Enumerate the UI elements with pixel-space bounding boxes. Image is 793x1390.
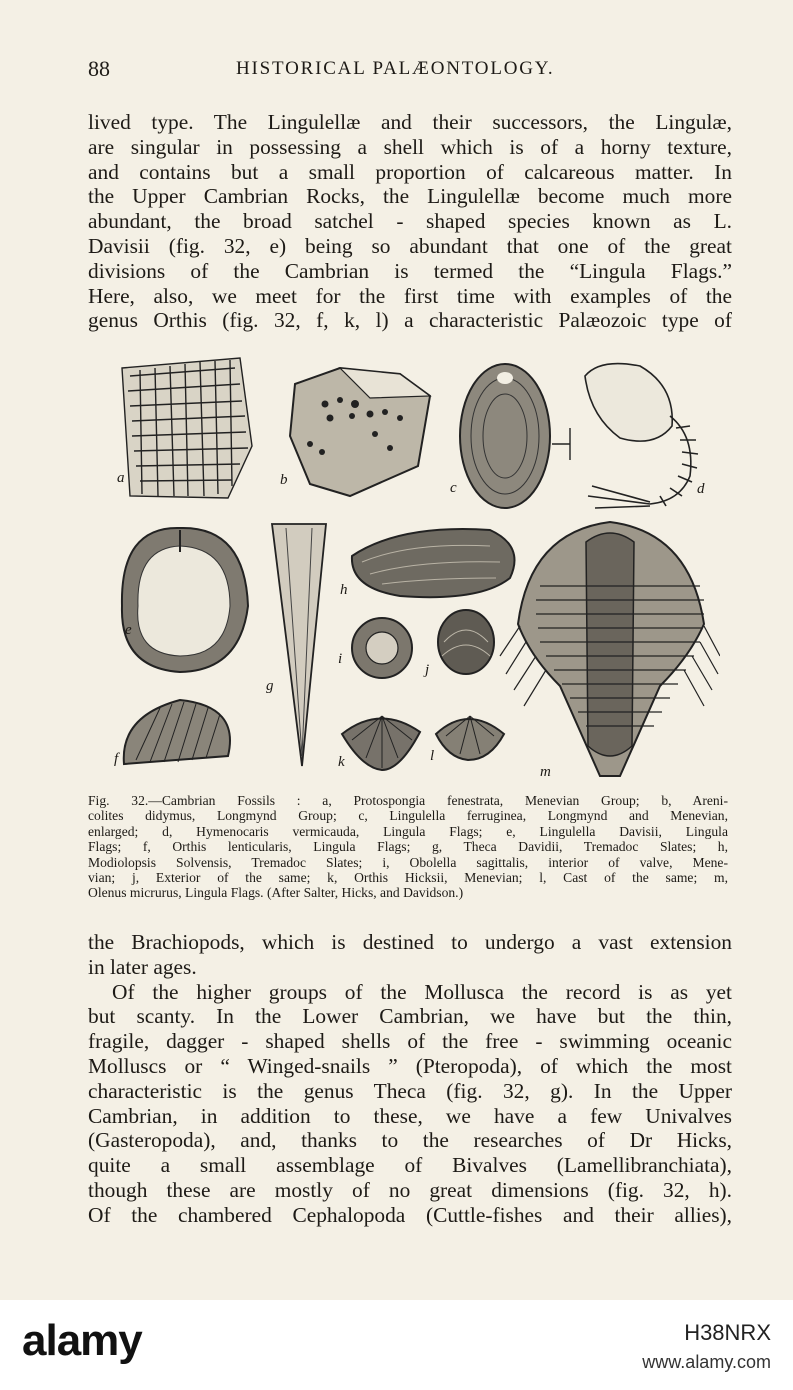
text-line: fragile, dagger - shaped shells of the free - swimming oceanic: [88, 1029, 732, 1054]
fossil-g-theca: [272, 524, 326, 766]
text-line: quite a small assemblage of Bivalves (Lamellibranchiata),: [88, 1153, 732, 1178]
figure-caption: [88, 793, 728, 901]
figure-label-e: e: [125, 622, 132, 638]
text-line: though these are mostly of no great dimensions (fig. 32, h).: [88, 1177, 732, 1202]
figure-label-g: g: [266, 678, 274, 694]
fossil-f-orthis: [124, 700, 230, 764]
page-header: [88, 56, 732, 86]
text-line: characteristic is the genus Theca (fig. 32, g). In the Upper: [88, 1078, 732, 1103]
fossil-k-orthis-hicksii: [342, 716, 420, 770]
alamy-logo: alamy: [22, 1316, 142, 1365]
figure-label-h: h: [340, 582, 348, 598]
figure-label-k: k: [338, 754, 345, 770]
text-line: Cambrian, in addition to these, we have a few Univalves: [88, 1103, 732, 1128]
text-line: the Upper Cambrian Rocks, the Lingulellæ become much more: [88, 184, 732, 209]
site-url: www.alamy.com: [642, 1352, 771, 1372]
text-line: genus Orthis (fig. 32, f, k, l) a characteristic Palæozoic type of: [88, 308, 732, 333]
text-line: lived type. The Lingulellæ and their successors, the Lingulæ,: [88, 110, 732, 134]
text-line: divisions of the Cambrian is termed the “Lingula Flags.”: [88, 258, 732, 283]
caption-line: colites didymus, Longmynd Group; c, Lingulella ferruginea, Longmynd and Menevian,: [88, 808, 728, 824]
text-line: but scanty. In the Lower Cambrian, we have but the thin,: [88, 1004, 732, 1029]
paragraph-1: [88, 110, 732, 333]
watermark-footer: [0, 1300, 793, 1390]
fossil-d-hymenocaris: [585, 364, 698, 508]
fossil-l-cast: [436, 716, 504, 760]
fossil-a-sponge: [122, 358, 252, 498]
image-id: H38NRX: [684, 1320, 771, 1345]
caption-line: Flags; f, Orthis lenticularis, Lingula Flags; g, Theca Davidii, Tremadoc Slates; h,: [88, 839, 728, 855]
text-line: (Gasteropoda), and, thanks to the researches of Dr Hicks,: [88, 1128, 732, 1153]
figure-label-d: d: [697, 481, 705, 497]
figure-label-i: i: [338, 651, 343, 667]
caption-line: Fig. 32.—Cambrian Fossils : a, Protospongia fenestrata, Menevian Group; b, Areni-: [88, 793, 728, 808]
figure-label-m: m: [540, 764, 551, 780]
text-line: are singular in possessing a shell which is of a horny texture,: [88, 134, 732, 159]
text-line: Of the chambered Cephalopoda (Cuttle-fishes and their allies),: [88, 1202, 732, 1227]
figure-label-b: b: [280, 472, 288, 488]
text-line: Davisii (fig. 32, e) being so abundant that one of the great: [88, 233, 732, 258]
text-line: Molluscs or “ Winged-snails ” (Pteropoda), of which the most: [88, 1053, 732, 1078]
fossil-h-modiolopsis: [352, 529, 515, 597]
figure-label-a: a: [117, 470, 125, 486]
fossil-figure: [100, 356, 720, 786]
text-line: Of the higher groups of the Mollusca the record is as yet: [112, 979, 732, 1004]
page-number: 88: [88, 56, 110, 81]
text-line: Here, also, we meet for the first time with examples of the: [88, 283, 732, 308]
fossil-m-trilobite: [500, 522, 720, 776]
caption-line: vian; j, Exterior of the same; k, Orthis Hicksii, Menevian; l, Cast of the same; m,: [88, 870, 728, 886]
caption-line: enlarged; d, Hymenocaris vermicauda, Lingula Flags; e, Lingulella Davisii, Lingula: [88, 823, 728, 839]
text-line: the Brachiopods, which is destined to undergo a vast extension: [88, 930, 732, 954]
caption-line: Modiolopsis Solvensis, Tremadoc Slates; i, Obolella sagittalis, interior of valve, Mene-: [88, 854, 728, 870]
figure-label-j: j: [425, 662, 430, 678]
caption-line: Olenus micrurus, Lingula Flags. (After Salter, Hicks, and Davidson.): [88, 885, 464, 901]
fossil-e-lingulella-davisii: [122, 528, 248, 672]
figure-label-l: l: [430, 748, 435, 764]
figure-label-c: c: [450, 480, 457, 496]
fossil-b-rock: [290, 368, 430, 496]
fossil-i-obolella: [352, 618, 412, 678]
fossil-j-exterior: [438, 610, 494, 674]
paragraph-2: [88, 930, 732, 1228]
text-line: and contains but a small proportion of calcareous matter. In: [88, 159, 732, 184]
text-line: in later ages.: [88, 954, 197, 979]
running-title: HISTORICAL PALÆONTOLOGY.: [236, 58, 555, 79]
figure-label-f: f: [114, 751, 119, 767]
fossil-c-lingulella: [460, 364, 570, 508]
text-line: abundant, the broad satchel - shaped species known as L.: [88, 209, 732, 234]
fossil-illustration: [100, 356, 720, 786]
